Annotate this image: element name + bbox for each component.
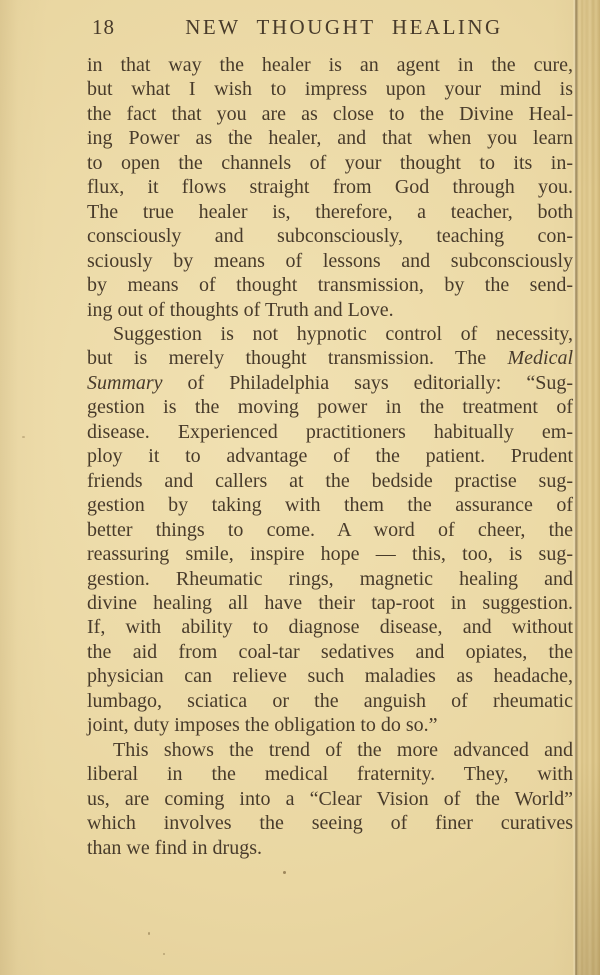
text-line: better things to come. A word of cheer, the (87, 518, 573, 541)
paragraph (87, 53, 573, 322)
text-line: If, with ability to diagnose disease, and without (87, 616, 573, 639)
text-line: gestion. Rheumatic rings, magnetic healing and (87, 567, 573, 590)
paper-speck (163, 953, 165, 955)
text-line: Summary of Philadelphia says editorially: “Sug- (87, 371, 573, 394)
text-line: physician can relieve such maladies as headache, (87, 665, 573, 688)
text-line: liberal in the medical fraternity. They, with (87, 763, 573, 786)
text-line: but what I wish to impress upon your mind is (87, 78, 573, 101)
text-line: by means of thought transmission, by the send- (87, 274, 573, 297)
paper-speck (232, 129, 234, 131)
paper-speck (22, 436, 25, 438)
text-line: The true healer is, therefore, a teacher, both (87, 200, 573, 223)
text-line: the aid from coal-tar sedatives and opiates, the (87, 640, 573, 663)
paper-speck (148, 932, 150, 935)
text-line: joint, duty imposes the obligation to do so.” (87, 714, 438, 737)
text-line: lumbago, sciatica or the anguish of rheumatic (87, 689, 573, 712)
text-line: consciously and subconsciously, teaching con- (87, 225, 573, 248)
text-line: gestion is the moving power in the treatment of (87, 396, 573, 419)
text-line: which involves the seeing of finer curatives (87, 812, 573, 835)
text-line: friends and callers at the bedside practise sug- (87, 469, 573, 492)
text-line: but is merely thought transmission. The Medical (87, 347, 573, 370)
running-title: NEW THOUGHT HEALING (185, 15, 503, 39)
text-line: than we find in drugs. (87, 836, 262, 859)
stacked-pages-edge (578, 0, 600, 975)
text-line: us, are coming into a “Clear Vision of the World” (87, 787, 573, 810)
paper-speck (283, 871, 286, 874)
text-line: ploy it to advantage of the patient. Prudent (87, 445, 573, 468)
text-line: This shows the trend of the more advanced and (113, 738, 573, 761)
text-line: gestion by taking with them the assurance of (87, 494, 573, 517)
text-line: the fact that you are as close to the Divine Heal- (87, 102, 573, 125)
paragraph (87, 322, 573, 738)
text-line: ing out of thoughts of Truth and Love. (87, 298, 394, 321)
text-block (87, 53, 573, 860)
page-number: 18 (92, 15, 115, 39)
text-line: flux, it flows straight from God through you. (87, 176, 573, 199)
text-line: in that way the healer is an agent in the cure, (87, 54, 573, 76)
running-header (87, 15, 573, 43)
text-line: disease. Experienced practitioners habitually em- (87, 420, 573, 443)
text-line: reassuring smile, inspire hope — this, too, is sug- (87, 543, 573, 566)
text-line: ing Power as the healer, and that when you learn (87, 127, 573, 150)
text-line: to open the channels of your thought to its in- (87, 151, 573, 174)
text-line: sciously by means of lessons and subconsciously (87, 249, 573, 272)
paragraph (87, 738, 573, 860)
text-line: divine healing all have their tap-root in suggestion. (87, 591, 573, 614)
text-line: Suggestion is not hypnotic control of necessity, (113, 322, 573, 345)
